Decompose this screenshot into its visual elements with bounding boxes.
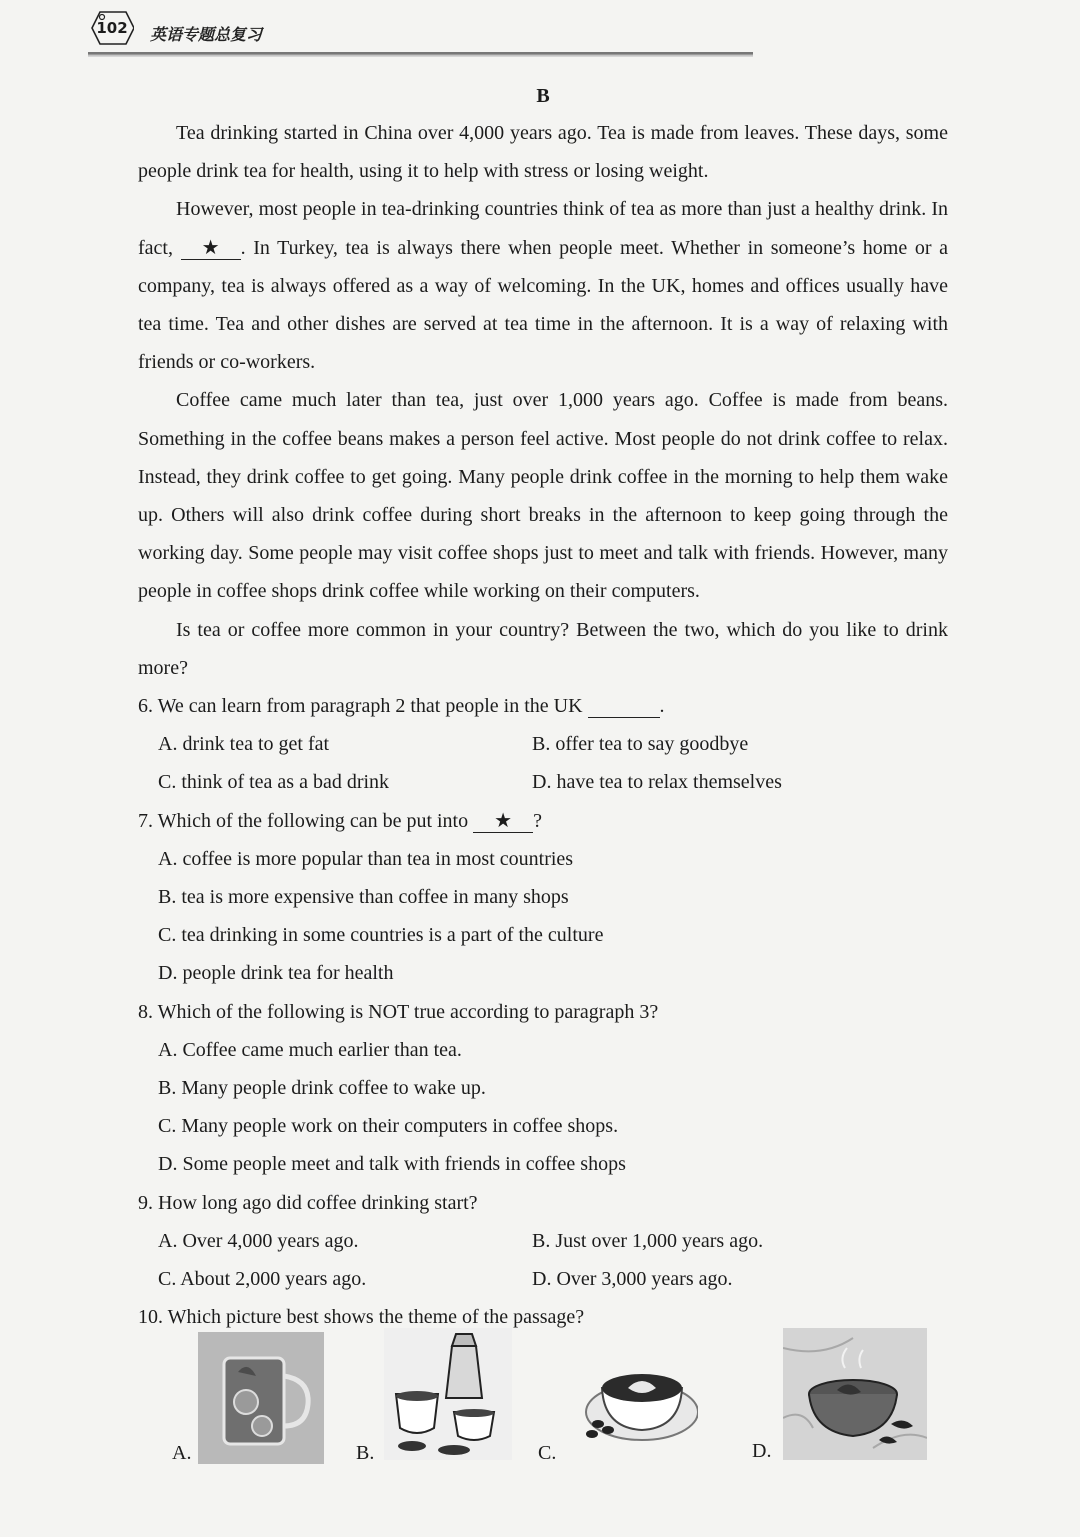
paragraph-4: Is tea or coffee more common in your country? Between the two, which do you like to drink more? [138, 618, 948, 679]
section-heading: B [536, 85, 550, 107]
question-10: 10. Which picture best shows the theme of the passage? [138, 1306, 585, 1329]
option-7a: A. coffee is more popular than tea in most countries [158, 847, 574, 870]
coffee-pot-and-cups-picture [384, 1328, 512, 1460]
option-8d: D. Some people meet and talk with friends in coffee shops [158, 1153, 626, 1176]
picture-label-c: C. [538, 1442, 557, 1464]
question-7-stem: 7. Which of the following can be put into [138, 809, 469, 832]
question-7-end: ? [533, 809, 543, 832]
option-9d: D. Over 3,000 years ago. [532, 1268, 733, 1291]
question-6-stem: 6. We can learn from paragraph 2 that people in the UK [138, 695, 583, 718]
question-6-options-row-2 [138, 763, 948, 801]
question-9: 9. How long ago did coffee drinking start? [138, 1191, 478, 1214]
paragraph-2-end: . In Turkey, tea is always there when people meet. Whether in someone’s home or a company, tea is always offered as a way of welcoming. In the UK, homes and offices usually have tea time. Tea and other dishes are served at tea time in the afternoon. It is a way of relaxing with friends or co-workers. [138, 236, 949, 374]
question-6 [138, 687, 948, 725]
paragraph-2 [138, 190, 948, 381]
paragraph-2-start: However, most people in tea-drinking countries think of tea as more than just a healthy drink. In fact, [138, 198, 948, 259]
option-7b: B. tea is more expensive than coffee in many shops [158, 886, 569, 909]
option-9b: B. Just over 1,000 years ago. [532, 1229, 764, 1252]
picture-label-b: B. [356, 1442, 375, 1464]
option-6a: A. drink tea to get fat [158, 733, 330, 756]
option-8c: C. Many people work on their computers in coffee shops. [158, 1115, 619, 1138]
picture-options [0, 1328, 1080, 1478]
option-8a: A. Coffee came much earlier than tea. [158, 1038, 462, 1061]
question-9-options-row-1 [138, 1222, 948, 1260]
header-divider [88, 52, 753, 57]
page-number-badge [90, 8, 134, 48]
answer-blank [588, 695, 660, 718]
page-number: 102 [96, 19, 128, 37]
option-6d: D. have tea to relax themselves [532, 771, 782, 794]
page-header [88, 4, 753, 60]
star-blank: ★ [473, 810, 533, 833]
document-body [138, 78, 948, 1337]
option-7d: D. people drink tea for health [158, 962, 394, 985]
paragraph-3: Coffee came much later than tea, just over 1,000 years ago. Coffee is made from beans. Something in the coffee beans makes a person feel active. Most people do not drink coffee to relax. Instead, they drink coffee to get going. Many people drink coffee in the morning to help them wake up. Others will also drink coffee during short breaks in the afternoon to keep going through the working day. Some people may visit coffee shops just to meet and talk with friends. However, many people in coffee shops drink coffee while working on their computers. [138, 389, 948, 603]
option-7c: C. tea drinking in some countries is a part of the culture [158, 924, 604, 947]
picture-label-d: D. [752, 1440, 772, 1462]
book-title: 英语专题总复习 [150, 25, 263, 44]
question-6-options-row-1 [138, 725, 948, 763]
star-blank: ★ [181, 237, 241, 260]
option-8b: B. Many people drink coffee to wake up. [158, 1077, 486, 1100]
option-9a: A. Over 4,000 years ago. [158, 1229, 359, 1252]
option-6c: C. think of tea as a bad drink [158, 771, 390, 794]
picture-label-a: A. [172, 1442, 192, 1464]
option-6b: B. offer tea to say goodbye [532, 733, 749, 756]
tea-bowl-with-leaves-picture [783, 1328, 927, 1460]
latte-art-coffee-picture [582, 1354, 698, 1448]
question-7 [138, 802, 948, 840]
question-9-options-row-2 [138, 1260, 948, 1298]
question-8: 8. Which of the following is NOT true according to paragraph 3? [138, 1000, 659, 1023]
paragraph-1: Tea drinking started in China over 4,000 years ago. Tea is made from leaves. These days, some people drink tea for health, using it to help with stress or losing weight. [138, 122, 948, 183]
question-6-end: . [659, 695, 665, 718]
tea-glass-with-lemon-picture [198, 1332, 324, 1464]
option-9c: C. About 2,000 years ago. [158, 1268, 367, 1291]
